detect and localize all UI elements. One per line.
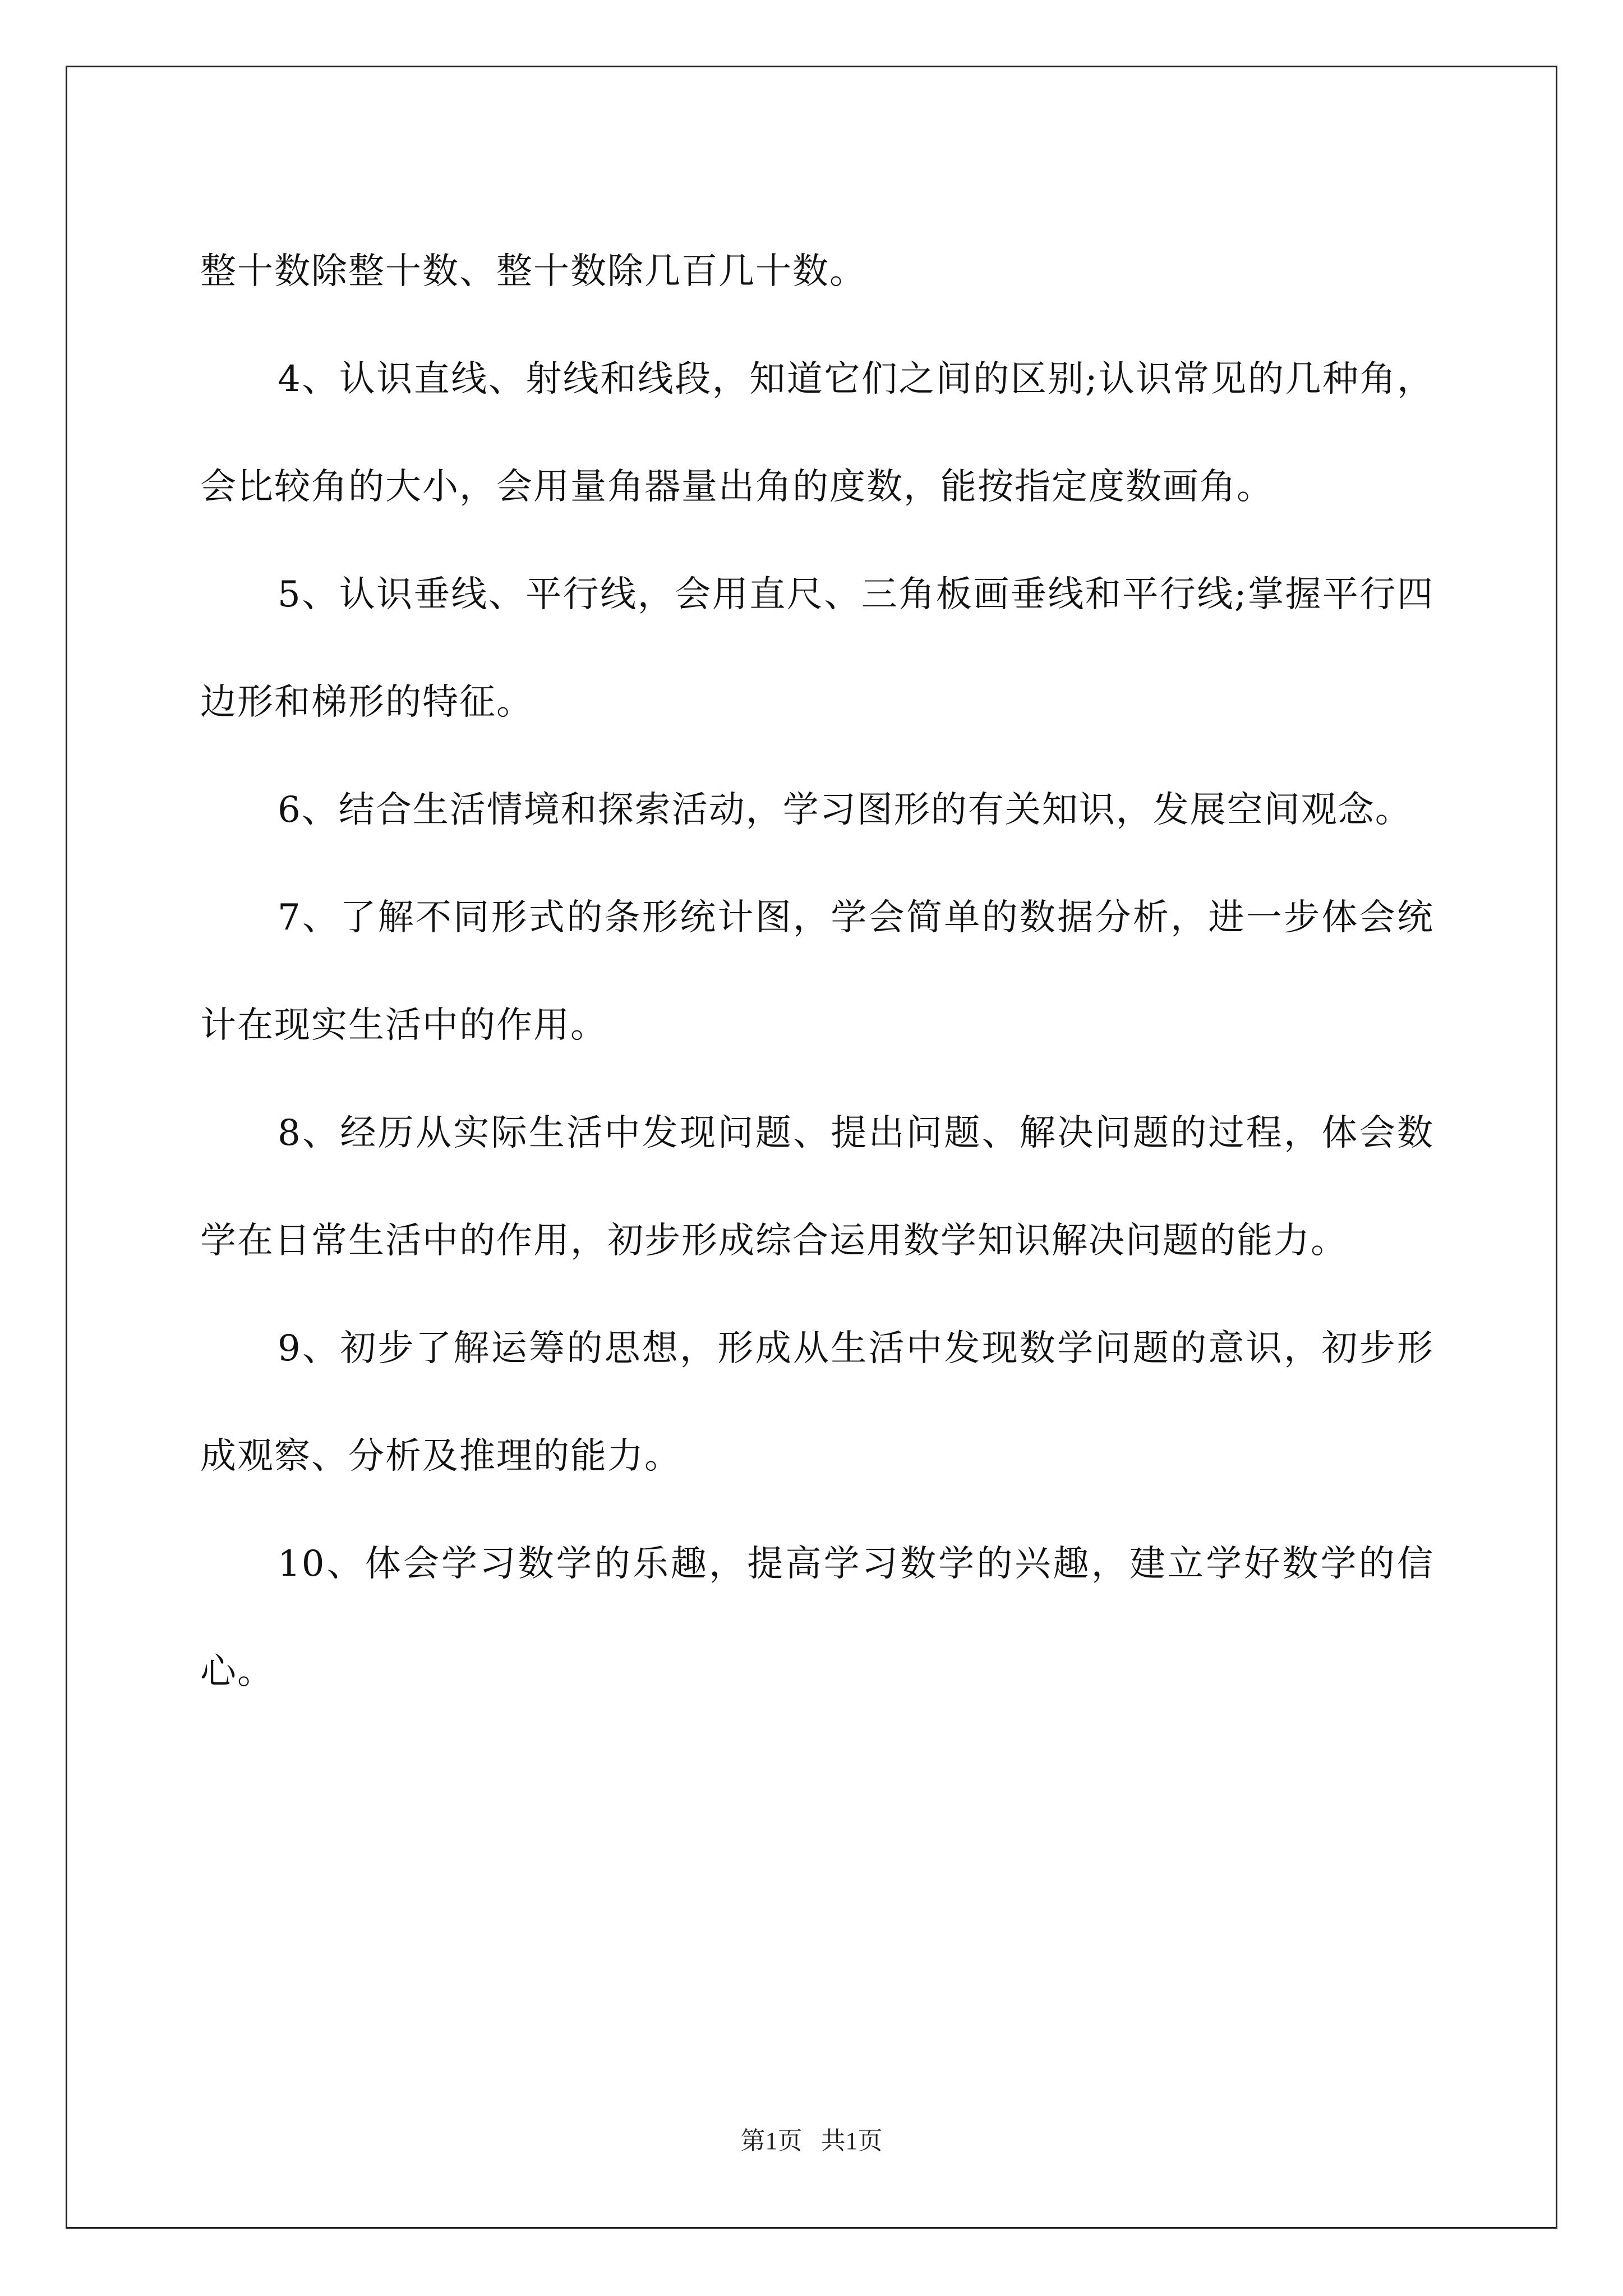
paragraph-item-4: 4、认识直线、射线和线段，知道它们之间的区别;认识常见的几种角，会比较角的大小，会用量角器量出角的度数，能按指定度数画角。: [200, 358, 1434, 508]
paragraph-continuation: 整十数除整十数、整十数除几百几十数。: [200, 251, 866, 292]
page-total: 共1页: [820, 2127, 883, 2155]
paragraph-item-8: 8、经历从实际生活中发现问题、提出问题、解决问题的过程，体会数学在日常生活中的作用，初步形成综合运用数学知识解决问题的能力。: [200, 1112, 1434, 1262]
page-footer: [0, 2125, 1623, 2157]
paragraph-item-10: 10、体会学习数学的乐趣，提高学习数学的兴趣，建立学好数学的信心。: [200, 1543, 1434, 1692]
paragraph-item-6: 6、结合生活情境和探索活动，学习图形的有关知识，发展空间观念。: [278, 789, 1412, 831]
paragraph-item-7: 7、了解不同形式的条形统计图，学会简单的数据分析，进一步体会统计在现实生活中的作用。: [200, 897, 1434, 1046]
paragraph-item-9: 9、初步了解运筹的思想，形成从生活中发现数学问题的意识，初步形成观察、分析及推理的能力。: [200, 1328, 1434, 1477]
document-body: [200, 218, 1434, 1726]
paragraph-item-5: 5、认识垂线、平行线，会用直尺、三角板画垂线和平行线;掌握平行四边形和梯形的特征。: [200, 574, 1434, 723]
page-number: 第1页: [740, 2127, 803, 2155]
